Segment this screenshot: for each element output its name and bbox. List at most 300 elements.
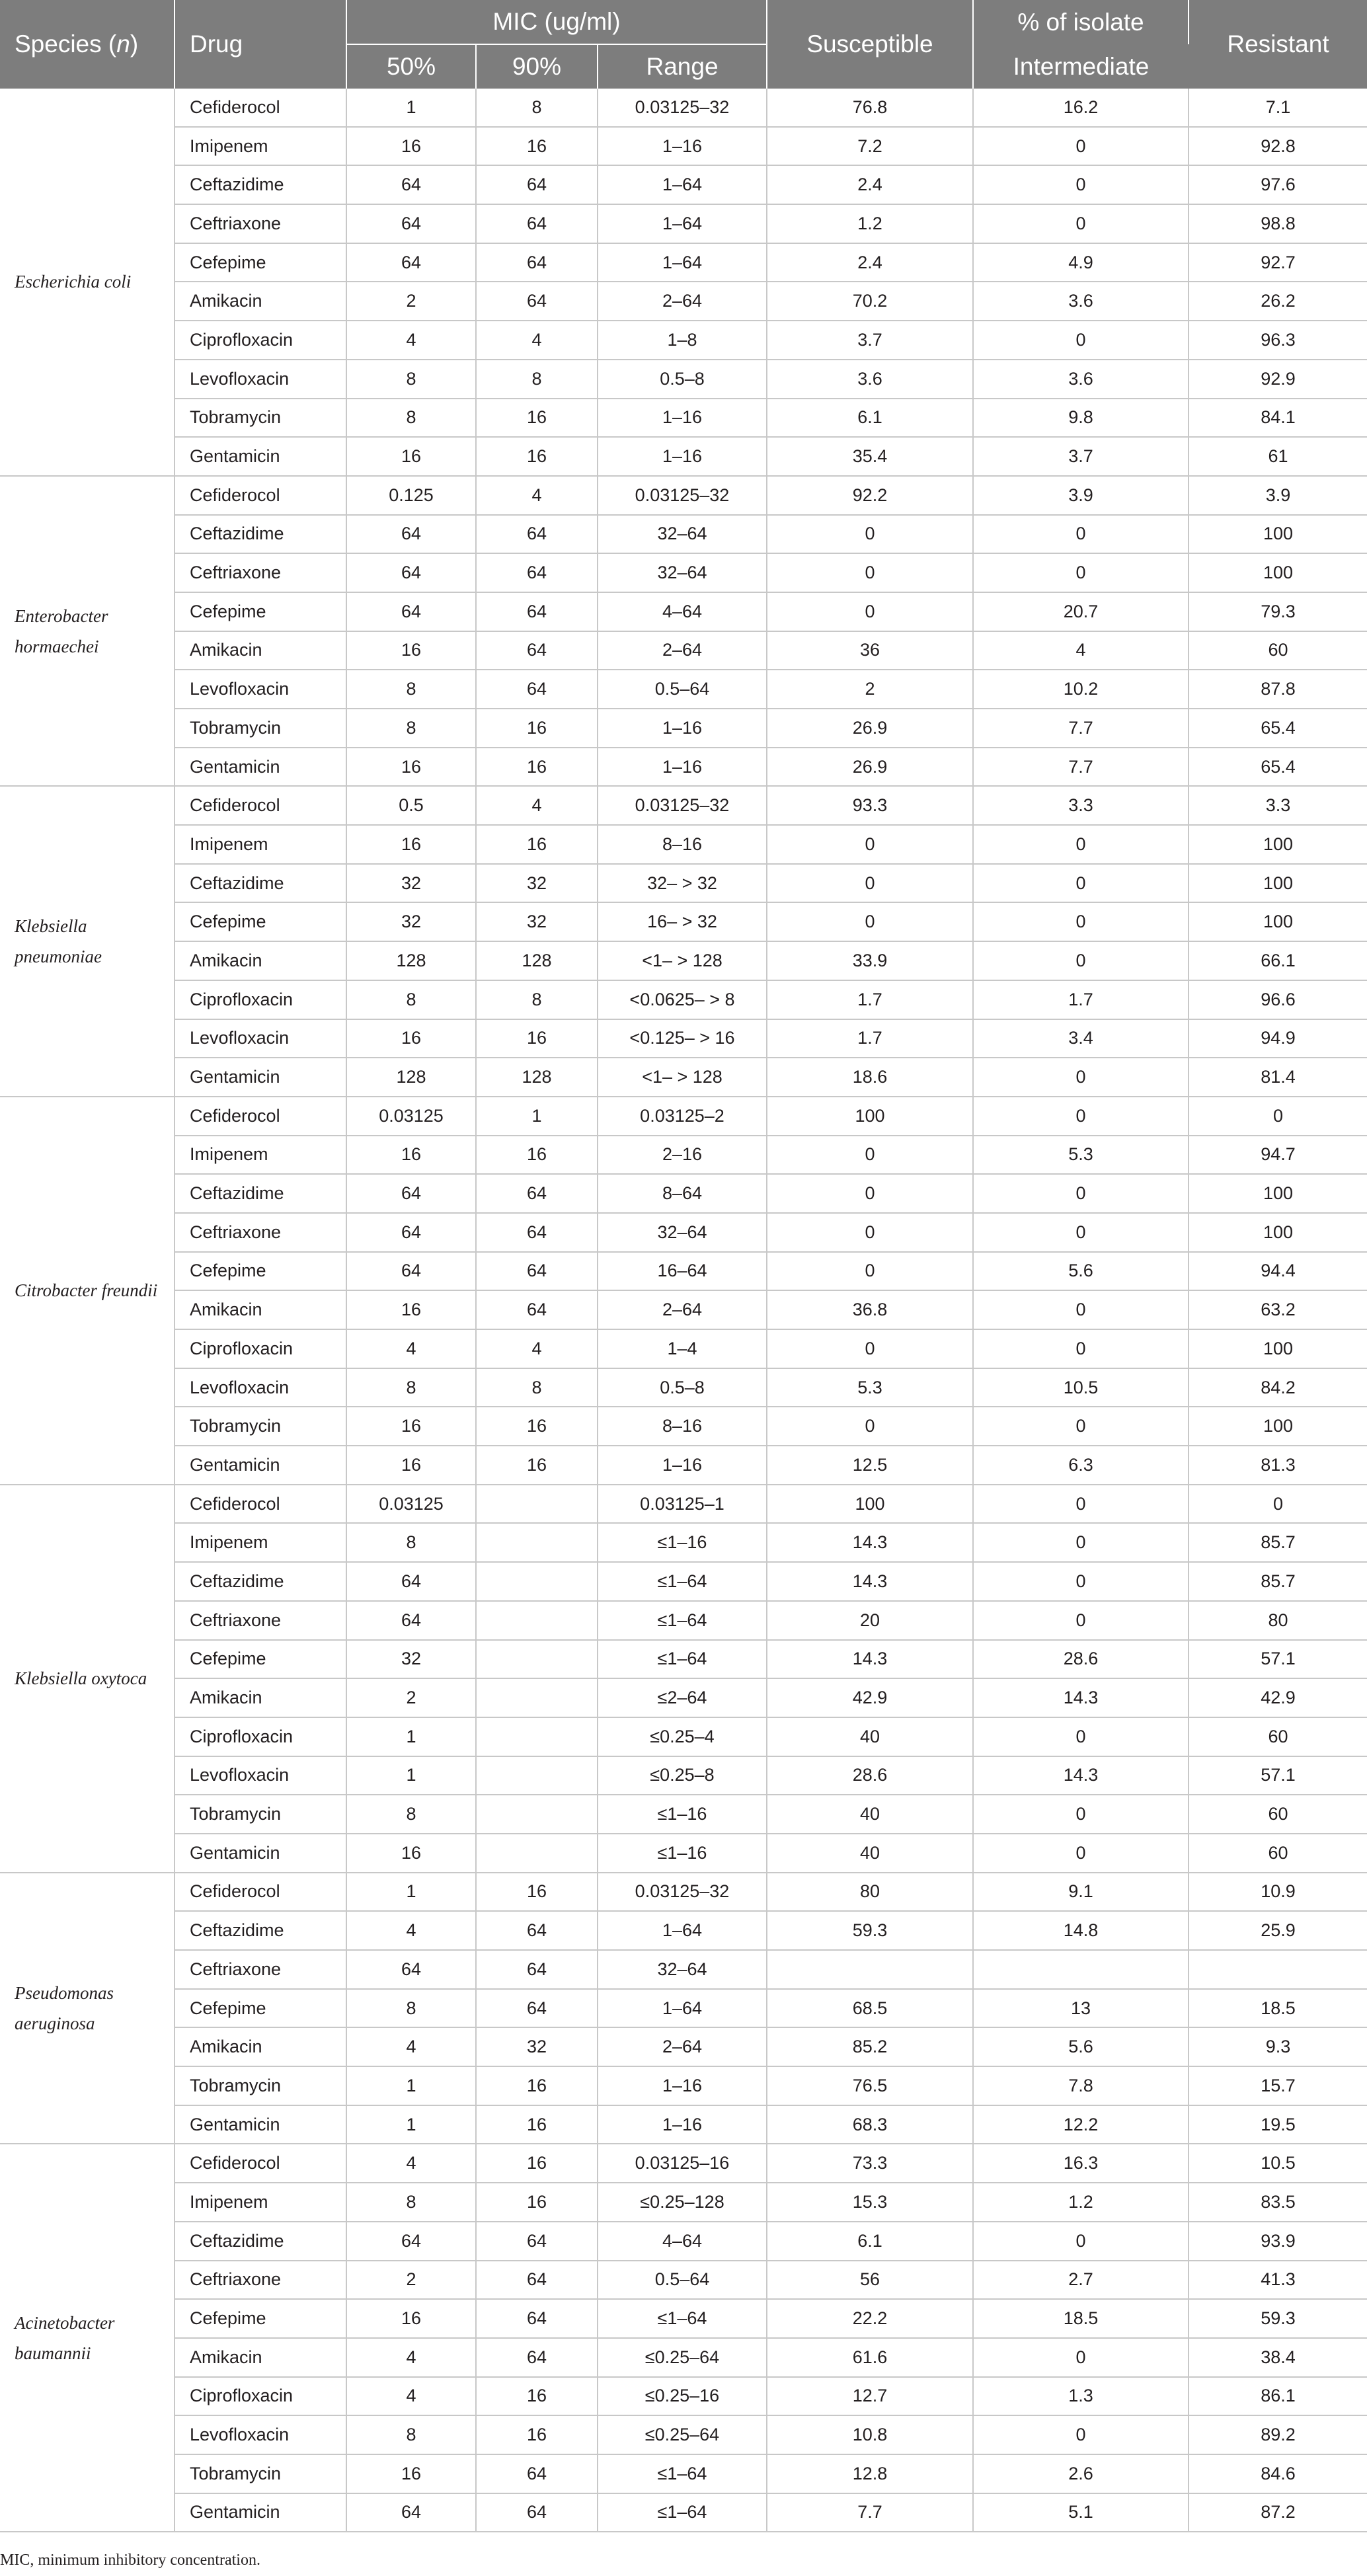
- mic50-cell: 2: [346, 2261, 476, 2300]
- resistant-cell: 92.7: [1189, 243, 1367, 282]
- table-row: [0, 1058, 1367, 1097]
- resistant-cell: 98.8: [1189, 204, 1367, 243]
- range-cell: 2–64: [598, 631, 767, 670]
- range-cell: 0.03125–1: [598, 1485, 767, 1524]
- mic50-cell: 4: [346, 2377, 476, 2416]
- resistant-cell: 38.4: [1189, 2338, 1367, 2377]
- mic50-cell: 64: [346, 2222, 476, 2261]
- intermediate-cell: 18.5: [973, 2299, 1189, 2338]
- mic50-cell: 64: [346, 592, 476, 631]
- resistant-cell: 92.9: [1189, 360, 1367, 399]
- intermediate-cell: 0: [973, 941, 1189, 980]
- susceptible-cell: 12.8: [767, 2454, 973, 2493]
- mic90-cell: 64: [476, 1174, 598, 1213]
- table-row: [0, 864, 1367, 903]
- drug-cell: Imipenem: [175, 127, 346, 166]
- intermediate-cell: 0: [973, 1834, 1189, 1873]
- drug-cell: Cefiderocol: [175, 476, 346, 515]
- intermediate-cell: 4: [973, 631, 1189, 670]
- table-row: [0, 1523, 1367, 1562]
- resistant-cell: 80: [1189, 1601, 1367, 1640]
- mic50-cell: 1: [346, 1717, 476, 1756]
- resistant-cell: 100: [1189, 825, 1367, 864]
- susceptible-cell: 0: [767, 1252, 973, 1291]
- drug-cell: Tobramycin: [175, 1407, 346, 1446]
- table-row: [0, 825, 1367, 864]
- drug-header: Drug: [175, 0, 346, 89]
- resistant-header: Resistant: [1189, 0, 1367, 89]
- susceptible-cell: 2: [767, 670, 973, 709]
- range-cell: 2–64: [598, 2027, 767, 2066]
- mic90-cell: [476, 1834, 598, 1873]
- mic50-cell: 32: [346, 864, 476, 903]
- range-cell: ≤0.25–64: [598, 2415, 767, 2454]
- susceptible-cell: 0: [767, 1136, 973, 1175]
- drug-cell: Cefepime: [175, 1989, 346, 2028]
- resistant-cell: 100: [1189, 902, 1367, 941]
- mic50-cell: 8: [346, 2415, 476, 2454]
- table-row: [0, 1911, 1367, 1950]
- table-row: [0, 204, 1367, 243]
- drug-cell: Ceftazidime: [175, 2222, 346, 2261]
- mic90-cell: 64: [476, 592, 598, 631]
- table-row: [0, 1795, 1367, 1834]
- intermediate-cell: 0: [973, 1601, 1189, 1640]
- range-cell: 8–16: [598, 825, 767, 864]
- table-row: [0, 476, 1367, 515]
- mic90-cell: 16: [476, 2183, 598, 2222]
- mic50-cell: 64: [346, 243, 476, 282]
- susceptible-cell: 26.9: [767, 709, 973, 748]
- susceptible-cell: 1.2: [767, 204, 973, 243]
- susceptible-cell: 20: [767, 1601, 973, 1640]
- drug-cell: Gentamicin: [175, 1446, 346, 1485]
- drug-cell: Ceftriaxone: [175, 1213, 346, 1252]
- drug-cell: Ceftriaxone: [175, 1950, 346, 1989]
- mic90-cell: 64: [476, 1989, 598, 2028]
- range-cell: ≤0.25–4: [598, 1717, 767, 1756]
- susceptible-cell: 100: [767, 1485, 973, 1524]
- range-cell: 8–16: [598, 1407, 767, 1446]
- range-cell: 1–64: [598, 165, 767, 204]
- range-cell: 0.03125–2: [598, 1097, 767, 1136]
- intermediate-cell: 3.9: [973, 476, 1189, 515]
- table-row: [0, 2027, 1367, 2066]
- table-row: [0, 786, 1367, 825]
- mic50-header: 50%: [346, 44, 476, 89]
- range-cell: 1–8: [598, 321, 767, 360]
- drug-cell: Amikacin: [175, 941, 346, 980]
- mic90-cell: [476, 1562, 598, 1601]
- table-row: [0, 1407, 1367, 1446]
- table-row: [0, 2493, 1367, 2532]
- susceptible-cell: 5.3: [767, 1368, 973, 1407]
- table-row: [0, 1485, 1367, 1524]
- drug-cell: Ciprofloxacin: [175, 321, 346, 360]
- susceptible-cell: 14.3: [767, 1562, 973, 1601]
- mic90-cell: 128: [476, 941, 598, 980]
- mic90-cell: [476, 1640, 598, 1679]
- susceptible-cell: 14.3: [767, 1640, 973, 1679]
- resistant-cell: 96.3: [1189, 321, 1367, 360]
- mic90-cell: 16: [476, 1407, 598, 1446]
- drug-cell: Cefepime: [175, 1252, 346, 1291]
- mic90-cell: 32: [476, 902, 598, 941]
- susceptible-cell: 73.3: [767, 2144, 973, 2183]
- susceptible-cell: 10.8: [767, 2415, 973, 2454]
- intermediate-cell: 5.6: [973, 2027, 1189, 2066]
- drug-cell: Amikacin: [175, 282, 346, 321]
- species-header-label: Species (: [15, 30, 117, 58]
- range-cell: 0.5–64: [598, 670, 767, 709]
- drug-cell: Imipenem: [175, 1136, 346, 1175]
- species-cell: Enterobacter hormaechei: [0, 476, 175, 787]
- drug-cell: Tobramycin: [175, 709, 346, 748]
- range-cell: ≤1–64: [598, 2493, 767, 2532]
- intermediate-cell: 0: [973, 825, 1189, 864]
- mic90-cell: 16: [476, 2415, 598, 2454]
- table-row: [0, 1290, 1367, 1329]
- range-cell: 16–64: [598, 1252, 767, 1291]
- table-row: [0, 165, 1367, 204]
- resistant-cell: 96.6: [1189, 980, 1367, 1019]
- table-row: [0, 1174, 1367, 1213]
- mic50-cell: 8: [346, 360, 476, 399]
- range-cell: ≤0.25–128: [598, 2183, 767, 2222]
- drug-cell: Gentamicin: [175, 1834, 346, 1873]
- species-cell: Klebsiella pneumoniae: [0, 786, 175, 1097]
- drug-cell: Cefepime: [175, 1640, 346, 1679]
- range-cell: ≤0.25–8: [598, 1756, 767, 1795]
- mic90-cell: 16: [476, 2377, 598, 2416]
- table-row: [0, 1329, 1367, 1368]
- resistant-cell: 100: [1189, 1174, 1367, 1213]
- mic50-cell: 2: [346, 1678, 476, 1717]
- table-row: [0, 243, 1367, 282]
- intermediate-cell: 9.8: [973, 399, 1189, 438]
- drug-cell: Tobramycin: [175, 2066, 346, 2105]
- range-cell: 0.03125–16: [598, 2144, 767, 2183]
- range-cell: 32–64: [598, 553, 767, 592]
- intermediate-cell: 0: [973, 1717, 1189, 1756]
- susceptible-cell: 2.4: [767, 243, 973, 282]
- intermediate-cell: 12.2: [973, 2105, 1189, 2144]
- intermediate-cell: 7.7: [973, 748, 1189, 787]
- resistant-cell: 81.3: [1189, 1446, 1367, 1485]
- range-cell: 1–16: [598, 437, 767, 476]
- mic50-cell: 64: [346, 1562, 476, 1601]
- drug-cell: Gentamicin: [175, 2493, 346, 2532]
- range-cell: ≤1–16: [598, 1523, 767, 1562]
- drug-cell: Levofloxacin: [175, 1019, 346, 1058]
- mic90-cell: 64: [476, 2338, 598, 2377]
- range-cell: 1–16: [598, 399, 767, 438]
- intermediate-cell: 3.6: [973, 282, 1189, 321]
- drug-cell: Levofloxacin: [175, 1368, 346, 1407]
- susceptible-cell: 0: [767, 864, 973, 903]
- drug-cell: Ceftriaxone: [175, 553, 346, 592]
- range-cell: <1– > 128: [598, 941, 767, 980]
- resistant-cell: 65.4: [1189, 709, 1367, 748]
- drug-cell: Amikacin: [175, 2338, 346, 2377]
- intermediate-cell: 28.6: [973, 1640, 1189, 1679]
- susceptible-cell: 3.6: [767, 360, 973, 399]
- drug-cell: Ceftazidime: [175, 515, 346, 554]
- species-cell: Acinetobacter baumannii: [0, 2144, 175, 2532]
- mic90-cell: 16: [476, 1446, 598, 1485]
- resistant-cell: 42.9: [1189, 1678, 1367, 1717]
- table-row: [0, 1368, 1367, 1407]
- mic90-cell: 64: [476, 2222, 598, 2261]
- mic90-cell: 4: [476, 1329, 598, 1368]
- range-cell: 32– > 32: [598, 864, 767, 903]
- mic50-cell: 64: [346, 515, 476, 554]
- mic50-cell: 1: [346, 1873, 476, 1912]
- mic90-cell: 64: [476, 553, 598, 592]
- susceptible-cell: 0: [767, 1213, 973, 1252]
- table-row: [0, 127, 1367, 166]
- susceptible-cell: 15.3: [767, 2183, 973, 2222]
- mic50-cell: 16: [346, 1834, 476, 1873]
- susceptible-cell: 92.2: [767, 476, 973, 515]
- resistant-cell: 57.1: [1189, 1640, 1367, 1679]
- range-cell: 2–16: [598, 1136, 767, 1175]
- mic50-cell: 64: [346, 204, 476, 243]
- resistant-cell: 89.2: [1189, 2415, 1367, 2454]
- intermediate-cell: 4.9: [973, 243, 1189, 282]
- intermediate-cell: 7.7: [973, 709, 1189, 748]
- susceptible-cell: 42.9: [767, 1678, 973, 1717]
- mic50-cell: 8: [346, 670, 476, 709]
- intermediate-cell: 0: [973, 1329, 1189, 1368]
- susceptible-cell: 68.3: [767, 2105, 973, 2144]
- range-cell: 1–16: [598, 2105, 767, 2144]
- mic50-cell: 16: [346, 2299, 476, 2338]
- intermediate-cell: 0: [973, 1213, 1189, 1252]
- table-row: [0, 2261, 1367, 2300]
- intermediate-cell: 0: [973, 515, 1189, 554]
- resistant-cell: 57.1: [1189, 1756, 1367, 1795]
- drug-cell: Gentamicin: [175, 1058, 346, 1097]
- resistant-cell: 0: [1189, 1485, 1367, 1524]
- range-cell: <0.0625– > 8: [598, 980, 767, 1019]
- table-row: [0, 2183, 1367, 2222]
- susceptible-cell: 40: [767, 1717, 973, 1756]
- resistant-cell: 97.6: [1189, 165, 1367, 204]
- table-row: [0, 553, 1367, 592]
- drug-cell: Ceftriaxone: [175, 204, 346, 243]
- range-cell: ≤0.25–16: [598, 2377, 767, 2416]
- range-cell: ≤2–64: [598, 1678, 767, 1717]
- resistant-cell: 3.9: [1189, 476, 1367, 515]
- drug-cell: Cefiderocol: [175, 786, 346, 825]
- mic90-cell: 64: [476, 243, 598, 282]
- intermediate-cell: 0: [973, 1523, 1189, 1562]
- species-header-n: n: [116, 30, 130, 58]
- susceptible-cell: 35.4: [767, 437, 973, 476]
- resistant-cell: 100: [1189, 1213, 1367, 1252]
- resistant-cell: 85.7: [1189, 1562, 1367, 1601]
- table-body: [0, 89, 1367, 2532]
- intermediate-cell: 14.3: [973, 1756, 1189, 1795]
- drug-cell: Ciprofloxacin: [175, 1717, 346, 1756]
- table-row: [0, 2066, 1367, 2105]
- mic90-cell: 16: [476, 825, 598, 864]
- mic90-cell: [476, 1523, 598, 1562]
- susceptible-cell: 22.2: [767, 2299, 973, 2338]
- susceptible-cell: 0: [767, 825, 973, 864]
- drug-cell: Cefiderocol: [175, 89, 346, 127]
- intermediate-cell: 3.6: [973, 360, 1189, 399]
- resistant-cell: 100: [1189, 553, 1367, 592]
- intermediate-cell: 0: [973, 2222, 1189, 2261]
- mic90-cell: 8: [476, 360, 598, 399]
- mic50-cell: 4: [346, 1329, 476, 1368]
- mic50-cell: 4: [346, 2144, 476, 2183]
- range-cell: 0.5–64: [598, 2261, 767, 2300]
- table-row: [0, 2377, 1367, 2416]
- intermediate-cell: 0: [973, 2338, 1189, 2377]
- table-row: [0, 1950, 1367, 1989]
- drug-cell: Cefepime: [175, 592, 346, 631]
- range-cell: 1–64: [598, 1989, 767, 2028]
- susceptible-cell: 28.6: [767, 1756, 973, 1795]
- range-cell: 4–64: [598, 2222, 767, 2261]
- drug-cell: Cefepime: [175, 2299, 346, 2338]
- range-cell: 1–16: [598, 709, 767, 748]
- susceptible-cell: 36: [767, 631, 973, 670]
- range-cell: ≤0.25–64: [598, 2338, 767, 2377]
- intermediate-cell: 0: [973, 127, 1189, 166]
- drug-cell: Gentamicin: [175, 748, 346, 787]
- mic50-cell: 16: [346, 437, 476, 476]
- mic90-cell: 16: [476, 399, 598, 438]
- resistant-cell: 10.9: [1189, 1873, 1367, 1912]
- species-header-close: ): [130, 30, 139, 58]
- range-cell: 0.03125–32: [598, 89, 767, 127]
- resistant-cell: 83.5: [1189, 2183, 1367, 2222]
- table-row: [0, 515, 1367, 554]
- mic50-cell: 32: [346, 1640, 476, 1679]
- table-row: [0, 2105, 1367, 2144]
- resistant-cell: 86.1: [1189, 2377, 1367, 2416]
- intermediate-cell: 0: [973, 1407, 1189, 1446]
- mic50-cell: 4: [346, 2338, 476, 2377]
- table-row: [0, 2299, 1367, 2338]
- table-row: [0, 89, 1367, 127]
- resistant-cell: 3.3: [1189, 786, 1367, 825]
- table-row: [0, 748, 1367, 787]
- range-cell: 1–16: [598, 1446, 767, 1485]
- intermediate-cell: 0: [973, 1058, 1189, 1097]
- drug-cell: Tobramycin: [175, 2454, 346, 2493]
- mic50-cell: 0.03125: [346, 1485, 476, 1524]
- intermediate-cell: 6.3: [973, 1446, 1189, 1485]
- resistant-cell: 85.7: [1189, 1523, 1367, 1562]
- intermediate-cell: 0: [973, 1485, 1189, 1524]
- table-row: [0, 1136, 1367, 1175]
- resistant-cell: 60: [1189, 1834, 1367, 1873]
- drug-cell: Ceftazidime: [175, 1562, 346, 1601]
- table-row: [0, 709, 1367, 748]
- mic-header: MIC (ug/ml): [346, 0, 767, 44]
- resistant-cell: 87.8: [1189, 670, 1367, 709]
- susceptible-cell: 56: [767, 2261, 973, 2300]
- mic90-cell: 64: [476, 204, 598, 243]
- resistant-cell: 19.5: [1189, 2105, 1367, 2144]
- mic90-cell: 64: [476, 1252, 598, 1291]
- table-row: [0, 1834, 1367, 1873]
- mic90-cell: 16: [476, 2105, 598, 2144]
- range-cell: ≤1–64: [598, 2299, 767, 2338]
- susceptible-cell: 1.7: [767, 980, 973, 1019]
- drug-cell: Ceftazidime: [175, 1911, 346, 1950]
- drug-cell: Ciprofloxacin: [175, 2377, 346, 2416]
- mic50-cell: 16: [346, 1407, 476, 1446]
- drug-cell: Imipenem: [175, 2183, 346, 2222]
- resistant-cell: 60: [1189, 1795, 1367, 1834]
- drug-cell: Ceftriaxone: [175, 2261, 346, 2300]
- resistant-cell: 94.4: [1189, 1252, 1367, 1291]
- mic50-cell: 0.5: [346, 786, 476, 825]
- mic90-cell: 8: [476, 89, 598, 127]
- resistant-cell: 84.1: [1189, 399, 1367, 438]
- mic90-cell: [476, 1485, 598, 1524]
- susceptible-cell: 36.8: [767, 1290, 973, 1329]
- range-cell: 4–64: [598, 592, 767, 631]
- susceptible-cell: 0: [767, 592, 973, 631]
- mic50-cell: 16: [346, 748, 476, 787]
- mic90-cell: 64: [476, 515, 598, 554]
- mic50-cell: 16: [346, 1136, 476, 1175]
- mic90-cell: [476, 1678, 598, 1717]
- range-cell: 32–64: [598, 515, 767, 554]
- intermediate-cell: 2.6: [973, 2454, 1189, 2493]
- susceptible-cell: 0: [767, 902, 973, 941]
- mic90-cell: 64: [476, 282, 598, 321]
- susceptible-cell: 2.4: [767, 165, 973, 204]
- mic50-cell: 32: [346, 902, 476, 941]
- range-cell: 0.5–8: [598, 1368, 767, 1407]
- mic90-cell: 64: [476, 1290, 598, 1329]
- mic90-cell: 16: [476, 2066, 598, 2105]
- susceptible-cell: 40: [767, 1834, 973, 1873]
- table-row: [0, 282, 1367, 321]
- table-row: [0, 437, 1367, 476]
- range-cell: 0.03125–32: [598, 476, 767, 515]
- drug-cell: Amikacin: [175, 1290, 346, 1329]
- table-footnote: MIC, minimum inhibitory concentration.: [0, 2552, 260, 2569]
- susceptible-cell: 76.5: [767, 2066, 973, 2105]
- table-row: [0, 1097, 1367, 1136]
- table-header: [0, 0, 1367, 89]
- range-cell: 32–64: [598, 1213, 767, 1252]
- intermediate-cell: 0: [973, 165, 1189, 204]
- mic90-cell: 8: [476, 1368, 598, 1407]
- drug-cell: Amikacin: [175, 2027, 346, 2066]
- mic90-cell: 4: [476, 476, 598, 515]
- intermediate-cell: 0: [973, 1097, 1189, 1136]
- range-cell: ≤1–16: [598, 1834, 767, 1873]
- intermediate-cell: 7.8: [973, 2066, 1189, 2105]
- drug-cell: Cefepime: [175, 902, 346, 941]
- intermediate-cell: 10.2: [973, 670, 1189, 709]
- range-cell: 1–16: [598, 748, 767, 787]
- table-row: [0, 2144, 1367, 2183]
- mic90-cell: 16: [476, 127, 598, 166]
- drug-cell: Ceftazidime: [175, 864, 346, 903]
- table-row: [0, 941, 1367, 980]
